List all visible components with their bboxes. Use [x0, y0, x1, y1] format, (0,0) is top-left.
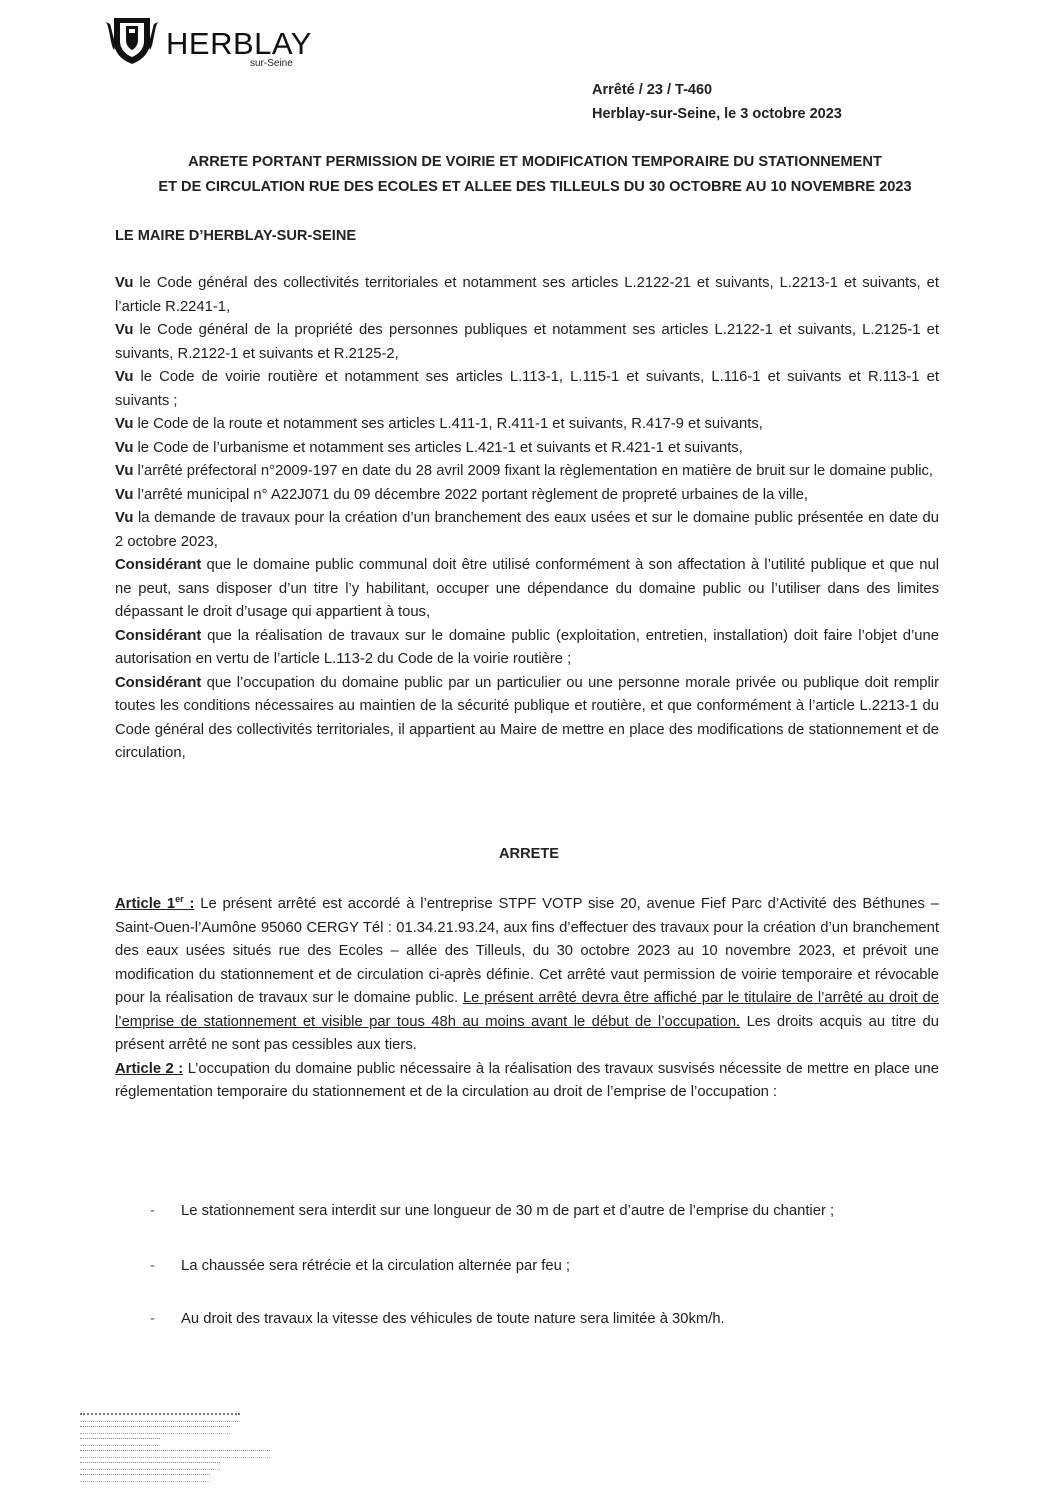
- list-item: - Au droit des travaux la vitesse des véhicules de toute nature sera limitée à 30km/h.: [150, 1308, 940, 1332]
- visa-lead: Vu: [115, 463, 134, 479]
- visa-paragraph: [115, 272, 939, 319]
- visa-text: la demande de travaux pour la création d’un branchement des eaux usées et sur le domaine public présentée en date du 2 octobre 2023,: [115, 510, 939, 550]
- considerant-lead: Considérant: [115, 627, 202, 644]
- article-2-label: Article 2 :: [115, 1060, 184, 1077]
- place-date: Herblay-sur-Seine, le 3 octobre 2023: [592, 106, 842, 122]
- title-line-2: ET DE CIRCULATION RUE DES ECOLES ET ALLEE DES TILLEULS DU 30 OCTOBRE AU 10 NOVEMBRE 2023: [158, 179, 912, 195]
- article-1: [115, 893, 939, 1058]
- considerant-text: que l’occupation du domaine public par un particulier ou une personne morale privée ou publique doit remplir toutes les conditions nécessaires au maintien de la sécurité publique et routière, et que conformément à l’article L.2213-1 du Code général des collectivités territoriales, il appartient au Maire de mettre en place des modifications de stationnement et de circulation,: [115, 674, 939, 761]
- footer-address-faint: [80, 1413, 280, 1483]
- considerant-text: que la réalisation de travaux sur le domaine public (exploitation, entretien, installation) doit faire l’objet d’une autorisation en vertu de l’article L.113-2 du Code de la voirie routière ;: [115, 627, 939, 667]
- decree-number: Arrêté / 23 / T-460: [592, 82, 713, 98]
- visa-lead: Vu: [115, 275, 134, 291]
- logo-subtitle: sur-Seine: [250, 58, 293, 69]
- visa-text: le Code de voirie routière et notamment ses articles L.113-1, L.115-1 et suivants, L.116-1 et suivants et R.113-1 et suivants ;: [115, 369, 939, 409]
- visas-section: [115, 272, 939, 766]
- visa-paragraph: [115, 413, 939, 437]
- measures-list: [150, 1200, 940, 1332]
- title-line-1: ARRETE PORTANT PERMISSION DE VOIRIE ET MODIFICATION TEMPORAIRE DU STATIONNEMENT: [188, 154, 882, 170]
- visa-text: le Code général des collectivités territoriales et notamment ses articles L.2122-21 et suivants, L.2213-1 et suivants, et l’article R.2241-1,: [115, 275, 939, 315]
- herblay-logo: [104, 12, 334, 72]
- reference-block: [592, 78, 842, 126]
- visa-paragraph: [115, 460, 939, 484]
- article-1-display-notice: Le présent arrêté devra être affiché par le titulaire de l’arrêté au droit de l’emprise de stationnement et visible par tous 48h au moins avant le début de l’occupation.: [115, 990, 939, 1030]
- authority-heading: LE MAIRE D’HERBLAY-SUR-SEINE: [115, 228, 357, 244]
- visa-paragraph: [115, 366, 939, 413]
- visa-text: l’arrêté préfectoral n°2009-197 en date du 28 avril 2009 fixant la règlementation en matière de bruit sur le domaine public,: [133, 463, 934, 479]
- articles-section: [115, 893, 939, 1105]
- visa-lead: Vu: [115, 369, 134, 385]
- considerant-lead: Considérant: [115, 557, 202, 573]
- visa-lead: Vu: [115, 416, 134, 432]
- visa-text: le Code général de la propriété des personnes publiques et notamment ses articles L.2122-1 et suivants, L.2125-1 et suivants, R.2122-1 et suivants et R.2125-2,: [115, 322, 939, 362]
- visa-lead: Vu: [115, 510, 134, 526]
- considerant-paragraph: [115, 625, 939, 672]
- article-2-text: L’occupation du domaine public nécessaire à la réalisation des travaux susvisés nécessite de mettre en place une réglementation temporaire du stationnement et de la circulation au droit de l’emprise de l’occupation :: [115, 1060, 939, 1100]
- article-1-tail: Les droits acquis au titre du présent arrêté ne sont pas cessibles aux tiers.: [115, 1013, 939, 1053]
- article-2: [115, 1058, 939, 1105]
- considerant-paragraph: [115, 554, 939, 625]
- considerant-paragraph: [115, 672, 939, 766]
- document-title: [100, 150, 970, 200]
- visa-lead: Vu: [115, 486, 134, 503]
- visa-lead: Vu: [115, 322, 134, 338]
- considerant-lead: Considérant: [115, 674, 202, 691]
- visa-paragraph: [115, 437, 939, 461]
- article-1-text: Le présent arrêté est accordé à l’entreprise STPF VOTP sise 20, avenue Fief Parc d’Activité des Béthunes – Saint-Ouen-l’Aumône 95060 CERGY Tél : 01.34.21.93.24, aux fins d’effectuer des travaux pour la création d’un branchement des eaux usées situés rue des Ecoles – allée des Tilleuls, du 30 octobre 2023 au 10 novembre 2023, et prévoit une modification du stationnement et de circulation ci-après définie. Cet arrêté vaut permission de voirie temporaire et révocable pour la réalisation de travaux sur le domaine public.: [115, 896, 939, 1006]
- visa-paragraph: [115, 507, 939, 554]
- logo-name: HERBLAY: [166, 26, 312, 61]
- article-1-label: Article 1er :: [115, 894, 195, 912]
- considerant-text: que le domaine public communal doit être utilisé conformément à son affectation à l’utilité publique et que nul ne peut, sans disposer d’un titre l’y habilitant, occuper une dépendance du domaine public ou l’utiliser dans des limites dépassant le droit d’usage qui appartient à tous,: [115, 557, 939, 620]
- visa-text: le Code de l’urbanisme et notamment ses articles L.421-1 et suivants et R.421-1 et suivants,: [133, 439, 743, 456]
- city-crest-icon: [104, 14, 160, 66]
- decision-heading: ARRETE: [499, 846, 559, 862]
- list-item: - Le stationnement sera interdit sur une longueur de 30 m de part et d’autre de l’emprise du chantier ;: [150, 1200, 940, 1224]
- list-item: - La chaussée sera rétrécie et la circulation alternée par feu ;: [150, 1255, 940, 1279]
- visa-paragraph: [115, 484, 939, 508]
- visa-text: l’arrêté municipal n° A22J071 du 09 décembre 2022 portant règlement de propreté urbaines de la ville,: [133, 486, 809, 503]
- visa-lead: Vu: [115, 439, 134, 456]
- visa-text: le Code de la route et notamment ses articles L.411-1, R.411-1 et suivants, R.417-9 et suivants,: [133, 416, 763, 432]
- visa-paragraph: [115, 319, 939, 366]
